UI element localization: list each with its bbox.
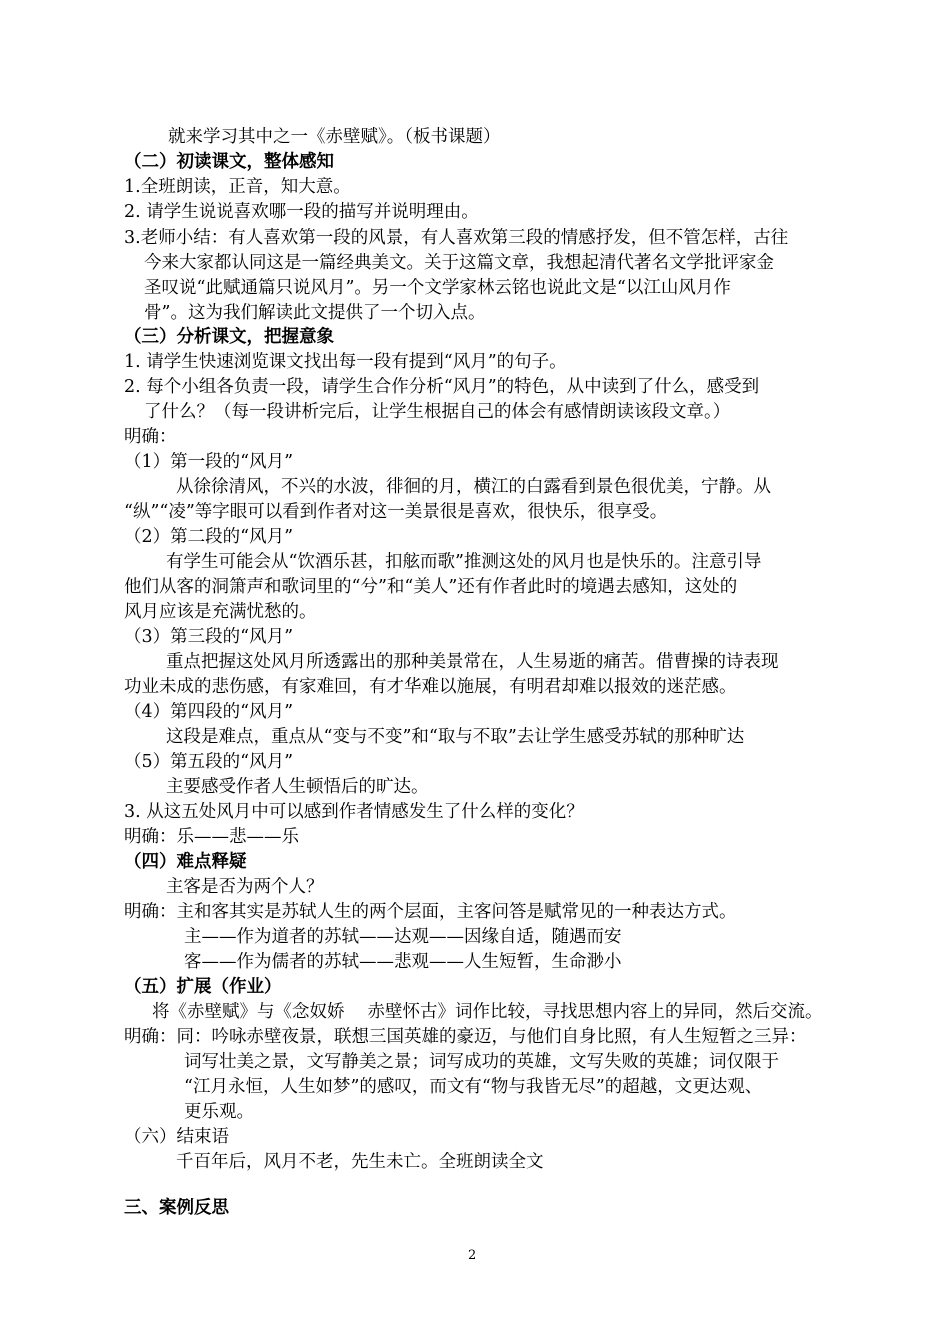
text-line: 明确： — [124, 427, 177, 447]
subheading: （1）第一段的“风月” — [124, 452, 294, 472]
text-line: 明确：同：吟咏赤壁夜景，联想三国英雄的豪迈，与他们自身比照，有人生短暂之三异： — [124, 1027, 807, 1047]
text-line: 有学生可能会从“饮酒乐甚，扣舷而歌”推测这处的风月也是快乐的。注意引导 — [166, 552, 762, 572]
text-line: 骨”。这为我们解读此文提供了一个切入点。 — [144, 303, 486, 323]
text-line: 他们从客的洞箫声和歌词里的“兮”和“美人”还有作者此时的境遇去感知，这处的 — [124, 577, 738, 597]
text-line: 明确：乐——悲——乐 — [124, 827, 299, 847]
text-line: 圣叹说“此赋通篇只说风月”。另一个文学家林云铭也说此文是“以江山风月作 — [144, 278, 731, 298]
subheading: （3）第三段的“风月” — [124, 627, 294, 647]
text-line: 2. 每个小组各负责一段，请学生合作分析“风月”的特色，从中读到了什么，感受到 — [124, 377, 760, 397]
text-line: 千百年后，风月不老，先生未亡。全班朗读全文 — [176, 1152, 544, 1172]
text-line: 主——作为道者的苏轼——达观——因缘自适，随遇而安 — [184, 927, 622, 947]
text-line: 2. 请学生说说喜欢哪一段的描写并说明理由。 — [124, 202, 479, 222]
text-line: 了什么？（每一段讲析完后，让学生根据自己的体会有感情朗读该段文章。） — [144, 402, 731, 422]
text-line: 功业未成的悲伤感，有家难回，有才华难以施展，有明君却难以报效的迷茫感。 — [124, 677, 737, 697]
page-number: 2 — [468, 1248, 477, 1263]
text-line: 今来大家都认同这是一篇经典美文。关于这篇文章，我想起清代著名文学批评家金 — [144, 253, 774, 273]
section-heading: 三、案例反思 — [124, 1198, 229, 1218]
text-line: 明确：主和客其实是苏轼人生的两个层面，主客问答是赋常见的一种表达方式。 — [124, 902, 737, 922]
text-line: 主客是否为两个人？ — [166, 877, 324, 897]
subheading: （2）第二段的“风月” — [124, 527, 294, 547]
section-heading: （三）分析课文，把握意象 — [124, 327, 334, 347]
section-heading: （四）难点释疑 — [124, 852, 247, 872]
text-line: 风月应该是充满忧愁的。 — [124, 602, 317, 622]
subheading: （六）结束语 — [124, 1127, 229, 1147]
text-line: “纵”“凌”等字眼可以看到作者对这一美景很是喜欢，很快乐，很享受。 — [124, 502, 668, 522]
text-line: 客——作为儒者的苏轼——悲观——人生短暂，生命渺小 — [184, 952, 622, 972]
subheading: （4）第四段的“风月” — [124, 702, 294, 722]
text-line: 更乐观。 — [184, 1102, 254, 1122]
text-line: 3.老师小结：有人喜欢第一段的风景，有人喜欢第三段的情感抒发，但不管怎样，古往 — [124, 228, 789, 248]
section-heading: （五）扩展（作业） — [124, 977, 282, 997]
text-line: 1.全班朗读，正音，知大意。 — [124, 177, 351, 197]
text-line: 这段是难点，重点从“变与不变”和“取与不取”去让学生感受苏轼的那种旷达 — [166, 727, 745, 747]
text-line: 主要感受作者人生顿悟后的旷达。 — [166, 777, 429, 797]
text-line: 词写壮美之景，文写静美之景；词写成功的英雄，文写失败的英雄；词仅限于 — [184, 1052, 779, 1072]
text-line: 3. 从这五处风月中可以感到作者情感发生了什么样的变化？ — [124, 802, 584, 822]
text-line: 就来学习其中之一《赤壁赋》。（板书课题） — [168, 127, 501, 147]
text-line: 1. 请学生快速浏览课文找出每一段有提到“风月”的句子。 — [124, 352, 567, 372]
section-heading: （二）初读课文，整体感知 — [124, 152, 334, 172]
subheading: （5）第五段的“风月” — [124, 752, 294, 772]
text-line: 从徐徐清风，不兴的水波，徘徊的月，横江的白露看到景色很优美，宁静。从 — [176, 477, 771, 497]
text-line: “江月永恒，人生如梦”的感叹，而文有“物与我皆无尽”的超越，文更达观、 — [184, 1077, 763, 1097]
text-line: 重点把握这处风月所透露出的那种美景常在，人生易逝的痛苦。借曹操的诗表现 — [166, 652, 779, 672]
text-line: 将《赤壁赋》与《念奴娇 赤壁怀古》词作比较，寻找思想内容上的异同，然后交流。 — [152, 1002, 823, 1022]
